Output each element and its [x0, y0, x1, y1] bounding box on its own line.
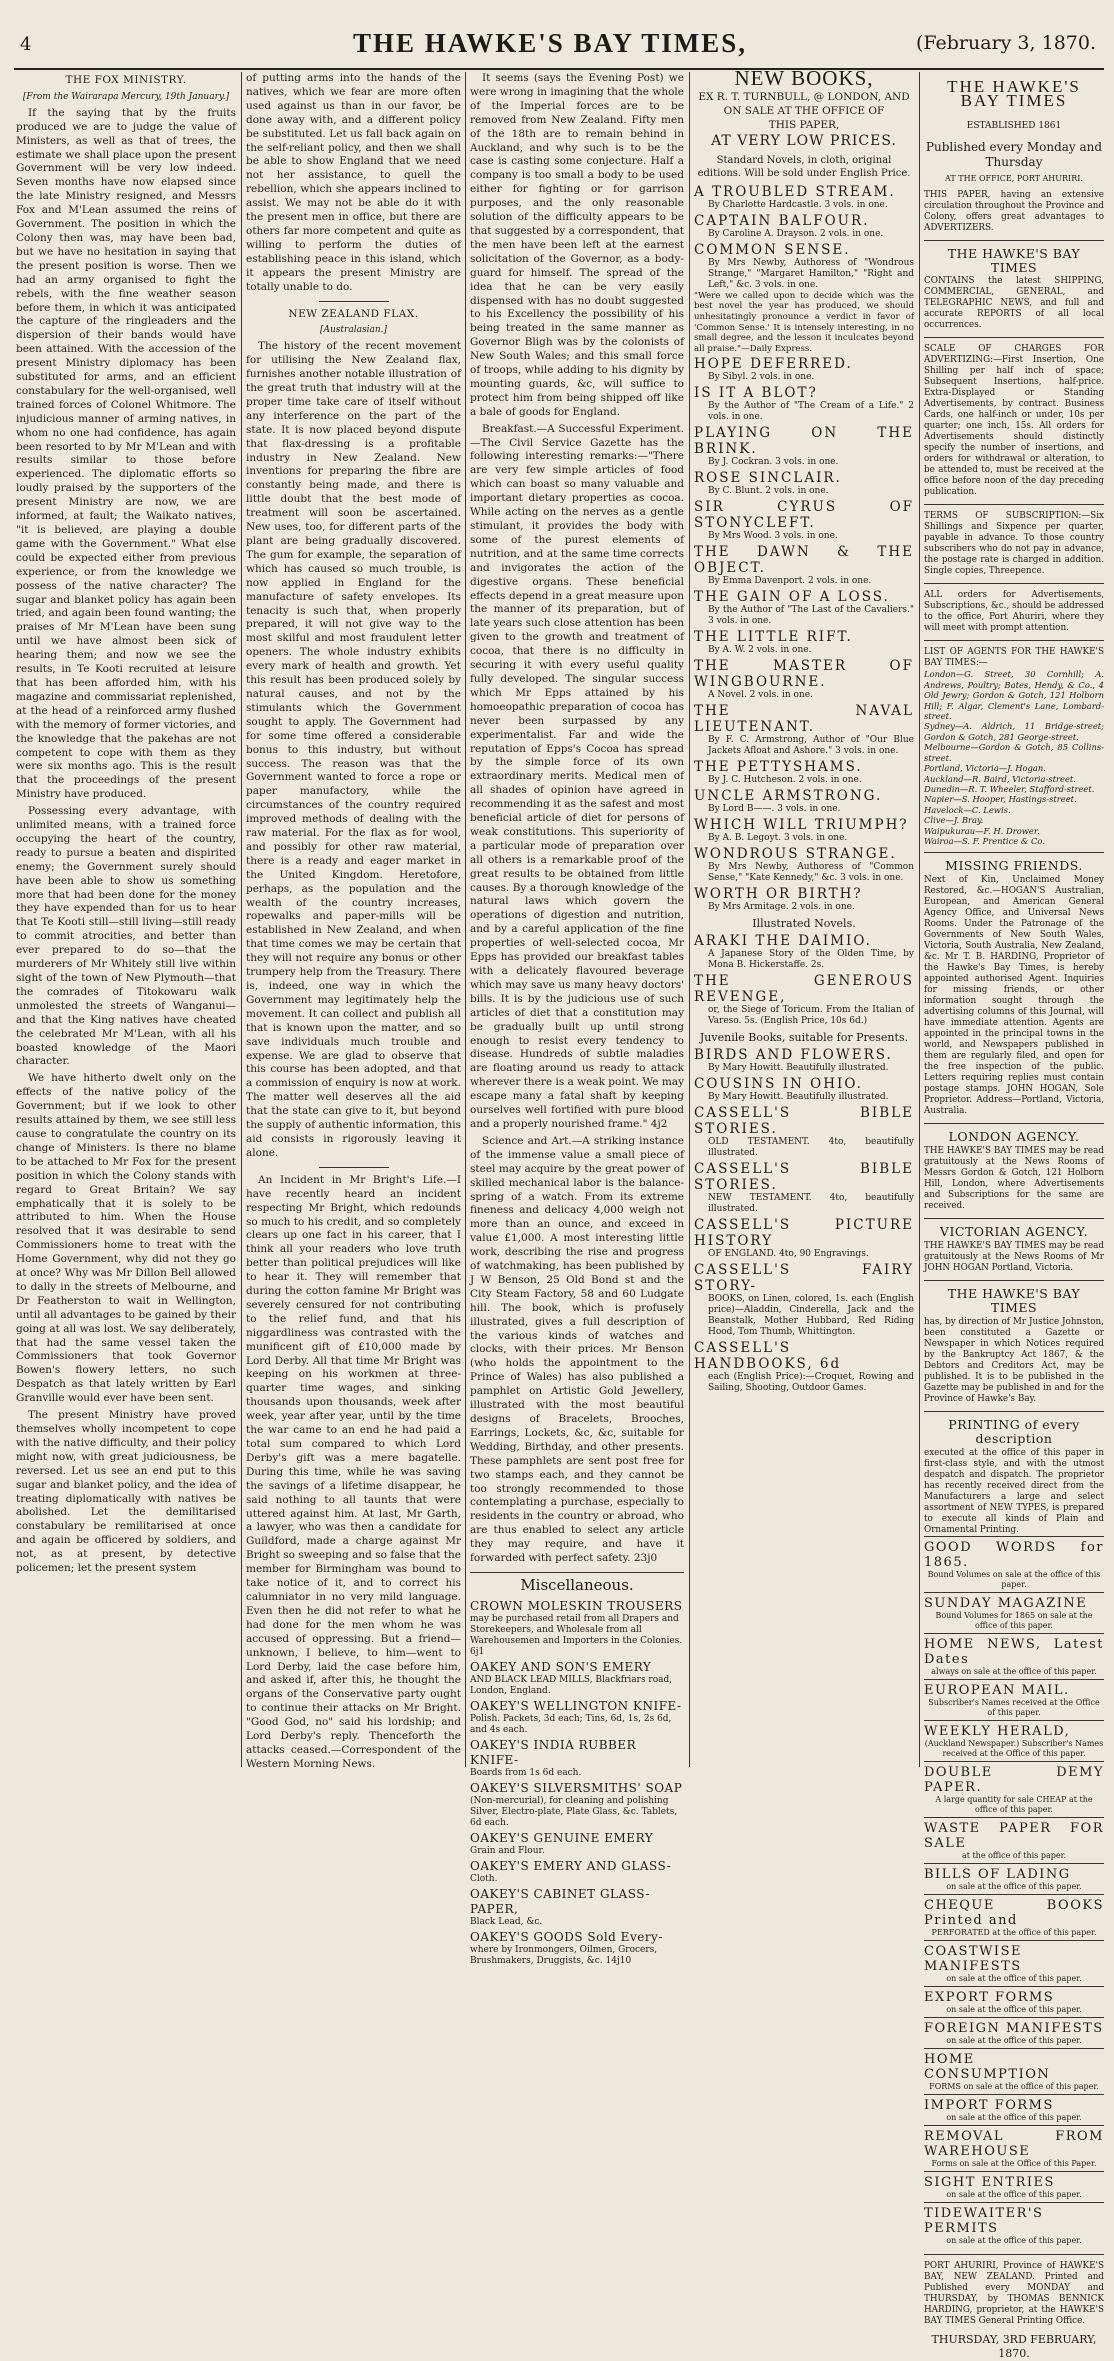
advert-title: OAKEY'S EMERY AND GLASS- — [470, 1858, 672, 1873]
london-agency-text: THE HAWKE'S BAY TIMES may be read gratuitously at the News Rooms of Messrs Gordon & Gotch, 121 Holborn Hill, London, where Advertisements and Subscriptions for the same are received. — [924, 1146, 1104, 1212]
advert-item — [470, 1699, 684, 1736]
masthead: THE HAWKE'S BAY TIMES, — [352, 28, 748, 58]
book-entry — [694, 184, 914, 211]
book-entry — [694, 213, 914, 240]
book-author: By Mary Howitt. Beautifully illustrated. — [708, 1063, 889, 1074]
agent-entry: Auckland—R. Baird, Victoria-street. — [924, 773, 1076, 784]
book-list — [694, 933, 914, 1027]
column-divider — [689, 72, 690, 1767]
book-title: THE GAIN OF A LOSS. — [694, 589, 890, 606]
article-source: [Australasian.] — [320, 325, 387, 336]
article-paragraph: An Incident in Mr Bright's Life.—I have recently heard an incident respecting Mr Bright, which redounds so much to his credit, and so completely clears up one fact in his career, that I think all your readers who love truth better than political prejudices will like to hear it. They will remember that during the cotton famine Mr Bright was severely censured for not contributing to the relief fund, and that his niggardliness was contrasted with the munificent gift of £10,000 made by Lord Derby. All that time Mr Bright was keeping on his workmen at three-quarter time wages, and sinking thousands upon thousands, week after week, year after year, until by the time the war came to an end he had paid a total sum compared to which Lord Derby's gift was a mere bagatelle. During this time, while he was saving the savings of a lifetime disappear, he said nothing to all taunts that were uttered against him. At last, Mr Garth, a lawyer, who was then a candidate for Guildford, made a charge against Mr Bright so sweeping and so false that the member for Birmingham was bound to take notice of it, and to correct his calumniator in no very mild language. Even then he did not refer to what he had done for the men whom he was accused of oppressing. But a friend—unknown, I believe, to him—went to Lord Derby, laid the case before him, and asked if, after this, he thought the organs of the Conservative party ought to continue their attacks on Mr Bright. "Good God, no" said his lordship; and Lord Derby's reply. Thenceforth the attacks ceased.—Correspondent of the Western Morning News. — [246, 1173, 461, 1770]
small-advert-text: on sale at the office of this paper. — [946, 2112, 1082, 2122]
small-advert — [924, 1679, 1104, 1720]
advert-item — [470, 1831, 684, 1857]
section-divider — [924, 583, 1104, 584]
advert-item — [470, 1859, 684, 1885]
small-advert-text: at the office of this paper. — [961, 1850, 1067, 1860]
small-advert-title: REMOVAL FROM WAREHOUSE — [924, 2128, 1104, 2159]
book-title: SIR CYRUS OF STONYCLEFT. — [694, 499, 914, 532]
advert-title: OAKEY AND SON'S EMERY — [470, 1659, 652, 1674]
book-title: IS IT A BLOT? — [694, 385, 818, 402]
book-entry — [694, 385, 914, 423]
publication-days: Published every Monday and Thursday — [925, 139, 1103, 169]
book-title: THE MASTER OF WINGBOURNE. — [694, 658, 914, 691]
agent-entry: Dunedin—R. T. Wheeler, Stafford-street. — [924, 783, 1095, 794]
gazette-notice-text: has, by direction of Mr Justice Johnston, been constituted a Gazette or Newspaper in which Notices required by the Bankruptcy Act 1867, & the Debtors and Creditors Act, may be published. It is to be published in the Gazette may be published in and for the Province of Hawke's Bay. — [924, 1316, 1104, 1404]
book-author: By Emma Davenport. 2 vols. in one. — [708, 576, 872, 587]
book-entry — [694, 470, 914, 497]
small-advert-title: HOME NEWS, Latest Dates — [924, 1636, 1104, 1667]
advert-title: CROWN MOLESKIN TROUSERS — [470, 1598, 683, 1613]
victorian-agency-title: VICTORIAN AGENCY. — [939, 1224, 1089, 1240]
book-entry — [694, 544, 914, 587]
column-4 — [694, 66, 914, 1762]
book-title: ARAKI THE DAIMIO. — [694, 933, 872, 950]
book-entry — [694, 1047, 914, 1074]
agents-title: LIST OF AGENTS FOR THE HAWKE'S BAY TIMES:— — [924, 647, 1104, 669]
book-entry — [694, 788, 914, 815]
small-advert-text: on sale at the office of this paper. — [946, 2235, 1082, 2245]
book-title: THE NAVAL LIEUTENANT. — [694, 703, 914, 736]
book-title: HOPE DEFERRED. — [694, 356, 853, 373]
book-author: A Japanese Story of the Olden Time, by Mona B. Hickerstaffe. 2s. — [708, 949, 914, 971]
printer-imprint: PORT AHURIRI, Province of HAWKE'S BAY, NEW ZEALAND. Printed and Published every MONDAY and THURSDAY, by THOMAS BENNICK HARDING, proprietor, at the HAWKE'S BAY TIMES General Printing Office. — [924, 2260, 1104, 2326]
page-number: 4 — [20, 34, 32, 55]
small-advert — [924, 1940, 1104, 1986]
small-advert — [924, 1761, 1104, 1817]
book-title: CASSELL'S BIBLE STORIES. — [694, 1105, 914, 1138]
book-title: A TROUBLED STREAM. — [694, 183, 896, 200]
advertising-charges: SCALE OF CHARGES FOR ADVERTIZING:—First Insertion, One Shilling per half inch of space; Subsequent Insertions, half-price. Extra-Displayed or Standing Advertisements, by contract. Business Cards, one half-inch or under, 10s per quarter; one inch, 15s. All orders for Advertisements should distinctly specify the number of insertions, and orders for withdrawal or alteration, to be attended to, must be received at the office before noon of the day preceding publication. — [924, 344, 1104, 498]
small-advert — [924, 2048, 1104, 2094]
small-advert-text: on sale at the office of this paper. — [946, 2189, 1082, 2199]
advert-item — [470, 1930, 684, 1967]
advert-body: where by Ironmongers, Oilmen, Grocers, Brushmakers, Druggists, &c. 14j10 — [470, 1944, 658, 1966]
book-author: By the Author of "The Cream of a Life." 2 vols. in one. — [708, 401, 914, 423]
book-list — [694, 1047, 914, 1394]
small-advert — [924, 1817, 1104, 1863]
book-title: COUSINS IN OHIO. — [694, 1076, 863, 1093]
new-books-subtitle-line: THIS PAPER, — [768, 118, 840, 131]
small-advert-text: on sale at the office of this paper. — [946, 2035, 1082, 2045]
article-paragraph: We have hitherto dwelt only on the effects of the native policy of the Government; but if we look to other results attained by them, we see still less cause to congratulate the country on its change of Ministers. Is there no blame to be attached to Mr Fox for the present position in which the Colony stands with regard to Great Britain? We say emphatically that it is solely to be attributed to him. When the House resolved that it was desirable to send Commissioners home to treat with the Home Government, why did not they go at once? Why was Mr Dillon Bell allowed to dally in the streets of Melbourne, and Dr Featherston to wait in Wellington, until all advantages to be gained by their going at all was lost. We say deliberately, that had the same vessel taken the Commissioners that took Governor Bowen's flowery letters, no such Despatch as that lately written by Earl Granville would ever have been sent. — [16, 1072, 236, 1405]
agent-entry: London—G. Street, 30 Cornhill; A. Andrews, Poultry; Bates, Hendy, & Co., 4 Old Jewry; Gordon & Gotch, 121 Holborn Hill; F. Algar, Clement's Lane, Lombard-street. — [924, 669, 1104, 722]
section-divider — [924, 1411, 1104, 1412]
arched-masthead: THE HAWKE'S BAY TIMES — [947, 77, 1081, 110]
book-title: CASSELL'S BIBLE STORIES. — [694, 1161, 914, 1194]
book-title: WONDROUS STRANGE. — [694, 846, 897, 863]
subscription-terms: TERMS OF SUBSCRIPTION:—Six Shillings and Sixpence per quarter, payable in advance. To those country subscribers who do not pay in advance, the postage rate is charged in addition. Single copies, Threepence. — [924, 511, 1104, 577]
small-advert-text: FORMS on sale at the office of this paper. — [929, 2081, 1099, 2091]
section-divider — [924, 852, 1104, 853]
small-advert-text: Bound Volumes for 1865 on sale at the office of this paper. — [935, 1610, 1093, 1630]
established-line: ESTABLISHED 1861 — [966, 120, 1062, 131]
article-heading: THE FOX MINISTRY. — [65, 74, 187, 86]
book-title: THE LITTLE RIFT. — [694, 629, 853, 646]
agent-entry: Napier—S. Hooper, Hastings-street. — [924, 794, 1077, 805]
small-ads-list — [924, 1536, 1104, 2248]
article-paragraph: of putting arms into the hands of the natives, which we fear are more often used against us than in our favor, be done away with, and a different policy be substituted. Let us fall back again on the self-reliant policy, and then we shall be able to show England that we need not her assistance, to quell the rebellion, which she appears inclined to assist. We may not be able do it with the present men in office, but there are others far more competent and quite as willing to perform the duties of establishing peace in this island, which it appears the present Ministry are totally unable to do. — [246, 72, 461, 293]
small-advert — [924, 1720, 1104, 1761]
small-advert-title: BILLS OF LADING — [924, 1866, 1071, 1882]
missing-friends-text: Next of Kin, Unclaimed Money Restored, &c.—HOGAN'S Australian, European, and American General Agency Office, and Universal News Rooms. Under the Patronage of the Governments of New South Wales, Victoria, South Australia, New Zealand, &c. Mr T. B. HARDING, Proprietor of the Hawke's Bay Times, is hereby appointed authorised Agent. Inquiries for missing friends, or other information sought through the advertising columns of this Journal, will have immediate attention. Agents are appointed in the principal towns in the world, and Newspapers published in them are regularly filed, and open for the free inspection of the public. Letters requiring replies must contain postage stamps. JOHN HOGAN, Sole Proprietor. Address—Portland, Victoria, Australia. — [924, 875, 1104, 1117]
small-advert — [924, 2094, 1104, 2125]
book-author: By Sibyl. 2 vols. in one. — [708, 372, 815, 383]
small-advert-text: always on sale at the office of this paper. — [931, 1666, 1097, 1676]
footer-date: THURSDAY, 3RD FEBRUARY, 1870. — [931, 2332, 1097, 2360]
office-line: AT THE OFFICE, PORT AHURIRI. — [945, 173, 1083, 183]
agent-entry: Portland, Victoria—J. Hogan. — [924, 763, 1046, 774]
small-advert-title: WASTE PAPER FOR SALE — [924, 1820, 1104, 1851]
book-entry — [694, 589, 914, 627]
book-author: By Mrs Armitage. 2 vols. in one. — [708, 902, 855, 913]
book-title: WORTH OR BIRTH? — [694, 886, 863, 903]
column-1 — [16, 72, 236, 1762]
small-advert — [924, 2202, 1104, 2248]
book-author: OF ENGLAND. 4to, 90 Engravings. — [708, 1249, 869, 1260]
book-author: or, the Siege of Toricum. From the Italian of Vareso. 5s. (English Price, 10s 6d.) — [708, 1005, 914, 1027]
new-books-subtitle-line: ON SALE AT THE OFFICE OF — [723, 104, 885, 117]
book-entry — [694, 499, 914, 542]
section-divider — [924, 337, 1104, 338]
small-advert — [924, 1592, 1104, 1633]
small-advert-text: on sale at the office of this paper. — [946, 1881, 1082, 1891]
book-entry — [694, 1161, 914, 1215]
book-entry — [694, 703, 914, 757]
box-text: CONTAINS the latest SHIPPING, COMMERCIAL, GENERAL, and TELEGRAPHIC NEWS, and full and accurate REPORTS of all local occurrences. — [924, 276, 1104, 331]
intro-notice: THIS PAPER, having an extensive circulation throughout the Province and Colony, offers great advantages to ADVERTIZERS. — [924, 189, 1104, 233]
book-title: UNCLE ARMSTRONG. — [694, 788, 883, 805]
small-advert-text: on sale at the office of this paper. — [946, 1973, 1082, 1983]
book-entry — [694, 1340, 914, 1394]
advert-body: AND BLACK LEAD MILLS, Blackfriars road, London, England. — [470, 1674, 673, 1696]
book-author: By J. C. Hutcheson. 2 vols. in one. — [708, 775, 862, 786]
header-rule — [14, 68, 1104, 70]
agent-entry: Waipukurau—F. H. Drower. — [924, 825, 1040, 836]
book-author: By J. Cockran. 3 vols. in one. — [708, 457, 839, 468]
article-paragraph: Science and Art.—A striking instance of the immense value a small piece of steel may acquire by the great power of skilled mechanical labor is the balance-spring of a watch. From its extreme fineness and delicacy 4,000 weigh not more than an ounce, and exceed in value £1,000. A most interesting little work, describing the rise and progress of watchmaking, has been published by J W Benson, 25 Old Bond st and the City Steam Factory, 58 and 60 Ludgate hill. The book, which is profusely illustrated, gives a full description of the various kinds of watches and clocks, with their prices. Mr Benson (who holds the appointment to the Prince of Wales) has also published a pamphlet on Artistic Gold Jewellery, illustrated with the most beautiful designs of Bracelets, Brooches, Earrings, Lockets, &c, &c, suitable for Wedding, Birthday, and other presents. These pamphlets are sent post free for two stamps each, and they cannot be too strongly recommended to those contemplating a purchase, especially to residents in the country or abroad, who are thus enabled to select any article they may require, and have it forwarded with perfect safety. 23j0 — [470, 1134, 684, 1565]
missing-friends-title: MISSING FRIENDS. — [945, 858, 1083, 874]
column-divider — [919, 72, 920, 1767]
small-advert-title: COASTWISE MANIFESTS — [924, 1943, 1022, 1974]
book-entry — [694, 817, 914, 844]
book-entry — [694, 658, 914, 701]
book-list — [694, 184, 914, 914]
advert-title: OAKEY'S WELLINGTON KNIFE- — [470, 1698, 682, 1713]
small-advert-text: (Auckland Newspaper.) Subscriber's Names received at the Office of this paper. — [924, 1738, 1104, 1758]
book-entry — [694, 846, 914, 884]
book-author: By C. Blunt. 2 vols. in one. — [708, 486, 829, 497]
advert-item — [470, 1660, 684, 1697]
new-books-subtitle-line: EX R. T. TURNBULL, @ LONDON, AND — [698, 90, 910, 103]
agents-list — [924, 669, 1104, 846]
book-title: CASSELL'S PICTURE HISTORY — [694, 1217, 914, 1250]
book-author: NEW TESTAMENT. 4to, beautifully illustrated. — [708, 1193, 914, 1215]
book-entry — [694, 629, 914, 656]
small-advert-title: DOUBLE DEMY PAPER. — [924, 1764, 1104, 1795]
small-advert — [924, 1894, 1104, 1940]
book-author: A Novel. 2 vols. in one. — [708, 690, 813, 701]
book-title: COMMON SENSE. — [694, 241, 851, 258]
book-author: By A. W. 2 vols. in one. — [708, 645, 812, 656]
column-3 — [470, 72, 685, 1966]
column-divider — [465, 72, 466, 1767]
agent-entry: Melbourne—Gordon & Gotch, 85 Collins-street. — [924, 742, 1104, 763]
small-advert-title: TIDEWAITER'S PERMITS — [924, 2205, 1044, 2236]
advert-title: OAKEY'S SILVERSMITHS' SOAP — [470, 1780, 683, 1795]
book-entry — [694, 242, 914, 355]
advert-list — [470, 1599, 684, 1967]
book-author: By A. B. Legoyt. 3 vols. in one. — [708, 833, 848, 844]
section-divider — [924, 640, 1104, 641]
small-advert — [924, 1633, 1104, 1679]
book-title: CASSELL'S HANDBOOKS, 6d — [694, 1340, 842, 1373]
book-entry — [694, 886, 914, 913]
book-title: ROSE SINCLAIR. — [694, 470, 842, 487]
article-heading: NEW ZEALAND FLAX. — [288, 307, 419, 320]
small-advert-text: A large quantity for sale CHEAP at the office of this paper. — [935, 1794, 1093, 1814]
small-advert — [924, 2017, 1104, 2048]
orders-notice: ALL orders for Advertisements, Subscriptions, &c., should be addressed to the office, Port Ahuriri, where they will meet with prompt attention. — [924, 590, 1104, 634]
page-header — [0, 22, 1114, 66]
issue-date: (February 3, 1870. — [915, 32, 1096, 54]
book-entry — [694, 759, 914, 786]
small-advert-title: HOME CONSUMPTION — [924, 2051, 1051, 2082]
advert-title: OAKEY'S GENUINE EMERY — [470, 1830, 654, 1845]
advert-body: may be purchased retail from all Drapers and Storekeepers, and Wholesale from all Warehousemen and Importers in the Colonies. 6j1 — [470, 1613, 683, 1657]
book-author: BOOKS, on Linen, colored, 1s. each (English price)—Aladdin, Cinderella, Jack and the Beanstalk, Mother Hubbard, Red Riding Hood, Tom Thumb, Whittington. — [708, 1294, 914, 1338]
book-title: WHICH WILL TRIUMPH? — [694, 817, 909, 834]
small-advert — [924, 1986, 1104, 2017]
small-advert-title: IMPORT FORMS — [924, 2097, 1054, 2113]
advert-body: Black Lead, &c. — [470, 1916, 543, 1927]
section-divider — [924, 1123, 1104, 1124]
small-advert-title: FOREIGN MANIFESTS — [924, 2020, 1104, 2036]
price-banner: AT VERY LOW PRICES. — [711, 132, 897, 149]
book-entry — [694, 356, 914, 383]
book-author: By the Author of "The Last of the Cavaliers." 3 vols. in one. — [708, 605, 914, 627]
advert-item — [470, 1887, 684, 1928]
book-author: By Charlotte Hardcastle. 3 vols. in one. — [708, 199, 888, 210]
section-heading: Juvenile Books, suitable for Presents. — [699, 1031, 909, 1045]
article-paragraph: It seems (says the Evening Post) we were wrong in imagining that the whole of the Imperial forces are to be removed from New Zealand. Fifty men of the 18th are to remain behind in Auckland, and why such is to be the case is casting some conjecture. Half a company is too small a body to be used either for fighting or for garrison purposes, and the only reasonable solution of the difficulty appears to be that suggested by a correspondent, that the men have been left at the earnest solicitation of the Governor, as a body-guard for himself. The spread of the idea that he can be very easily dispensed with has no doubt suggested to his Excellency the possibility of his being treated in the same manner as Governor Bligh was by the colonists of New South Wales; and this small force of troops, while adding to his dignity by mounting guards, &c, will suffice to protect him from being shipped off like a bale of goods for England. — [470, 72, 684, 418]
agent-entry: Sydney—A. Aldrich, 11 Bridge-street; Gordon & Gotch, 281 George-street. — [924, 721, 1104, 742]
section-divider — [924, 1280, 1104, 1281]
small-advert-title: GOOD WORDS for 1865. — [924, 1539, 1104, 1570]
gazette-notice-title: THE HAWKE'S BAY TIMES — [947, 1286, 1081, 1315]
section-divider — [924, 1218, 1104, 1219]
box-title: THE HAWKE'S BAY TIMES — [947, 245, 1081, 275]
book-title: CASSELL'S FAIRY STORY- — [694, 1262, 914, 1295]
advert-title: OAKEY'S CABINET GLASS-PAPER, — [470, 1886, 650, 1916]
advert-title: OAKEY'S GOODS Sold Every- — [470, 1929, 663, 1944]
book-author: By Caroline A. Drayson. 2 vols. in one. — [708, 228, 884, 239]
victorian-agency-text: THE HAWKE'S BAY TIMES may be read gratuitously at the News Rooms of Mr JOHN HOGAN Portland, Victoria. — [924, 1241, 1104, 1274]
book-author: By Lord B——. 3 vols. in one. — [708, 804, 841, 815]
book-entry — [694, 1262, 914, 1338]
agent-entry: Clive—J. Bray. — [924, 815, 984, 826]
column-5 — [924, 72, 1104, 2360]
section-divider — [924, 504, 1104, 505]
small-advert — [924, 1863, 1104, 1894]
book-author: By Mrs Newby, Authoress of "Common Sense," "Kate Kennedy," &c. 3 vols. in one. — [708, 862, 914, 884]
advert-item — [470, 1781, 684, 1829]
book-entry — [694, 1105, 914, 1159]
book-author: By Mrs Newby, Authoress of "Wondrous Strange," "Margaret Hamilton," "Right and Left," &c. 3 vols. in one. — [708, 257, 914, 290]
book-title: THE GENEROUS REVENGE, — [694, 973, 914, 1006]
column-divider — [241, 72, 242, 1767]
small-advert — [924, 1536, 1104, 1592]
section-heading: Miscellaneous. — [520, 1575, 634, 1594]
section-divider — [319, 301, 389, 302]
article-paragraph: Possessing every advantage, with unlimited means, with a trained force occupying the heart of the country, ready to pursue a beaten and dispirited enemy; the Government surely should have been able to show us something more that had been done for the money they have expended than for us to hear that Te Kooti still—still living—still ready to commit atrocities, and better than ever prepared to do so—that the murderers of Mr Whitely still live within sight of the town of New Plymouth—that the comrades of Titokowaru walk unmolested the streets of Wanganui—and that the King natives have cheated the celebrated Mr M'Lean, with all his boasted knowledge of the Maori character. — [16, 805, 236, 1068]
small-advert-title: SUNDAY MAGAZINE — [924, 1595, 1088, 1611]
advert-body: Cloth. — [470, 1873, 498, 1884]
article-paragraph: The present Ministry have proved themselves wholly incompetent to cope with the native difficulty, and their policy might now, with great judiciousness, be reversed. Let us see an end put to this sugar and blanket policy, and the idea of treating diplomatically with natives be abolished. Let the demilitarised constabulary be remilitarised at once and again be officered by soldiers, and not, as at present, by detective policemen; let the present system — [16, 1409, 236, 1575]
book-entry — [694, 1076, 914, 1103]
new-books-title: NEW BOOKS, — [734, 66, 874, 90]
book-entry — [694, 933, 914, 971]
article-source: [From the Wairarapa Mercury, 19th January.] — [22, 91, 230, 102]
small-advert-text: PERFORATED at the office of this paper. — [931, 1927, 1097, 1937]
book-entry — [694, 425, 914, 468]
article-paragraph: The history of the recent movement for utilising the New Zealand flax, furnishes another notable illustration of the great truth that industry will at the proper time take care of itself without any interference on the part of the state. It is now placed beyond dispute that flax-dressing is a profitable industry in New Zealand. New inventions for preparing the fibre are constantly being made, and there is little doubt that the best mode of treatment will soon be ascertained. New uses, too, for different parts of the plant are being gradually discovered. The gum for example, the separation of which has caused so much trouble, is now applied in England for the manufacture of safety envelopes. Its tenacity is such that, when properly prepared, it will not give way to the most skilful and most fraudulent letter openers. The whole industry exhibits every mark of health and growth. Yet this result has been produced solely by natural causes, and not by the stimulants which the Government sought to apply. The Government had for some time offered a considerable bonus to this industry, but without success. The reason was that the Government wanted to force a rope or paper manufactory, while the circumstances of the country required improved methods of dealing with the raw material. For the flax as for wool, and possibly for other raw material, there is a ready and eager market in the United Kingdom. Heretofore, perhaps, as the population and the wealth of the country increases, ropewalks and paper-mills will be established in New Zealand, and when that time comes we may be certain that they will not require any bonus or other trumpery help from the Treasury. There is, indeed, one way in which the Government may legitimately help the movement. It can collect and publish all that is known upon the matter, and so save individuals much trouble and expense. We are glad to observe that this course has been adopted, and that a commission of enquiry is now at work. The matter well deserves all the aid that the state can give to it, but beyond the supply of authentic information, this aid consists in rigorously leaving it alone. — [246, 340, 461, 1159]
small-advert-title: EXPORT FORMS — [924, 1989, 1055, 2005]
small-advert — [924, 2171, 1104, 2202]
book-author: By F. C. Armstrong, Author of "Our Blue Jackets Afloat and Ashore." 3 vols. in one. — [708, 735, 914, 757]
london-agency-title: LONDON AGENCY. — [948, 1129, 1080, 1145]
book-title: PLAYING ON THE BRINK. — [694, 425, 914, 458]
agent-entry: Wairoa—S. F. Prentice & Co. — [924, 835, 1045, 846]
advert-body: Grain and Flour. — [470, 1845, 545, 1856]
small-advert-title: SIGHT ENTRIES — [924, 2174, 1055, 2190]
standard-novels-note: Standard Novels, in cloth, original editions. Will be sold under English Price. — [697, 154, 911, 179]
book-entry — [694, 1217, 914, 1260]
book-entry — [694, 973, 914, 1027]
book-author: By Mary Howitt. Beautifully illustrated. — [708, 1092, 889, 1103]
agent-entry: Havelock—C. Lewis. — [924, 804, 1011, 815]
advert-body: (Non-mercurial), for cleaning and polishing Silver, Electro-plate, Plate Glass, &c. Tablets, 6d each. — [470, 1795, 678, 1828]
printing-title: PRINTING of every description — [948, 1416, 1080, 1446]
book-title: THE PETTYSHAMS. — [694, 759, 863, 776]
small-advert — [924, 2125, 1104, 2171]
article-paragraph: Breakfast.—A Successful Experiment.—The Civil Service Gazette has the following interesting remarks:—"There are very few simple articles of food which can boast so many valuable and important dietary properties as cocoa. While acting on the nerves as a gentle stimulant, it provides the body with some of the purest elements of nutrition, and at the same time corrects and invigorates the action of the digestive organs. These beneficial effects depend in a great measure upon the manner of its preparation, but of late years such close attention has been given to the growth and treatment of cocoa, that there is no difficulty in securing it with every useful quality fully developed. The singular success which Mr Epps attained by his homoeopathic preparation of cocoa has never been surpassed by any experimentalist. Far and wide the reputation of Epps's Cocoa has spread by the simple force of its own extraordinary merits. Medical men of all shades of opinion have agreed in recommending it as the safest and most beneficial article of diet for persons of weak constitutions. This superiority of a particular mode of preparation over all others is a remarkable proof of the great results to be obtained from little causes. By a thorough knowledge of the natural laws which govern the operations of digestion and nutrition, and by a careful application of the fine properties of well-selected cocoa, Mr Epps has provided our breakfast tables with a delicately flavoured beverage which may save us many heavy doctors' bills. It is by the judicious use of such articles of diet that a constitution may be gradually built up until strong enough to resist every tendency to disease. Hundreds of subtle maladies are floating around us ready to attack wherever there is a weak point. We may escape many a fatal shaft by keeping ourselves well fortified with pure blood and a properly nourished frame." 4j2 — [470, 422, 685, 1130]
advert-body: Polish. Packets, 3d each; Tins, 6d, 1s, 2s 6d, and 4s each. — [470, 1713, 672, 1735]
section-divider — [924, 2254, 1104, 2255]
book-title: THE DAWN & THE OBJECT. — [694, 544, 914, 577]
small-advert-title: WEEKLY HERALD, — [924, 1723, 1071, 1739]
book-author: each (English Price):—Croquet, Rowing and Sailing, Shooting, Outdoor Games. — [708, 1372, 914, 1394]
book-title: CAPTAIN BALFOUR. — [694, 212, 870, 229]
advert-item — [470, 1599, 684, 1658]
small-advert-text: on sale at the office of this paper. — [946, 2004, 1082, 2014]
small-advert-text: Bound Volumes on sale at the office of this paper. — [927, 1569, 1101, 1589]
small-advert-title: EUROPEAN MAIL. — [924, 1682, 1070, 1698]
printing-text: executed at the office of this paper in first-class style, and with the utmost despatch and dispatch. The proprietor has recently received direct from the Manufacturers a large and select assortment of NEW TYPES, is prepared to execute all kinds of Plain and Ornamental Printing. — [924, 1447, 1104, 1535]
section-divider — [319, 1167, 389, 1168]
book-title: BIRDS AND FLOWERS. — [694, 1047, 893, 1064]
small-advert-title: CHEQUE BOOKS Printed and — [924, 1897, 1104, 1928]
advert-item — [470, 1738, 684, 1779]
book-review: "Were we called upon to decide which was the best novel the year has produced, we should unhesitatingly pronounce a verdict in favor of 'Common Sense.' It is intensely interesting, in no small degree, and the lesson it inculcates beyond all praise."—Daily Express. — [694, 290, 914, 354]
small-advert-text: Subscriber's Names received at the Office of this paper. — [928, 1697, 1100, 1717]
advert-title: OAKEY'S INDIA RUBBER KNIFE- — [470, 1737, 637, 1767]
advert-body: Boards from 1s 6d each. — [470, 1767, 582, 1778]
section-heading: Illustrated Novels. — [752, 917, 856, 931]
small-advert-text: Forms on sale at the Office of this Paper. — [931, 2158, 1097, 2168]
section-divider — [470, 1572, 684, 1573]
book-author: OLD TESTAMENT. 4to, beautifully illustrated. — [708, 1137, 914, 1159]
article-paragraph: If the saying that by the fruits produced we are to judge the value of Ministers, as well as that of trees, the estimate we shall place upon the present Government will be very low indeed. Seven months have now elapsed since the late Ministry resigned, and Messrs Fox and M'Lean assumed the reins of Government. The position in which the Colony then was, may have been bad, but we have no hesitation in saying that the present position is worse. Then we had an army organised to fight the rebels, with the fine weather season before them, in which it was anticipated the capture of the ringleaders and the dispersion of their bands would have been attained. With the accession of the present Ministry diplomacy has been substituted for arms, and an efficient constabulary for the well-organised, well trained forces of Colonel Whitmore. The injudicious manner of arming natives, in whom no one had confidence, has again been resorted to by Mr M'Lean and with results similar to those before experienced. The diplomatic efforts so loudly praised by the supporters of the present Ministry are now, we are informed, at fault; the Waikato natives, "it is believed, are playing a double game with the Government." What else could be expected either from previous experience, or from the knowledge we possess of the native character? The sugar and blanket policy has again been tried, and again been found wanting; the praises of Mr M'Lean have been sung until we have almost been sick of hearing them; and now we see the results, in Te Kooti recruited at leisure that has been afforded him, with his magazine and commissariat replenished, at the head of a reinforced army flushed with the memory of former victories, and the knowledge that the pakehas are not competent to cope with them as they were six months ago. This is the result that the proceedings of the present Ministry have produced. — [16, 106, 236, 801]
column-2 — [246, 72, 461, 1770]
section-divider — [924, 240, 1104, 241]
book-author: By Mrs Wood. 3 vols. in one. — [708, 531, 838, 542]
